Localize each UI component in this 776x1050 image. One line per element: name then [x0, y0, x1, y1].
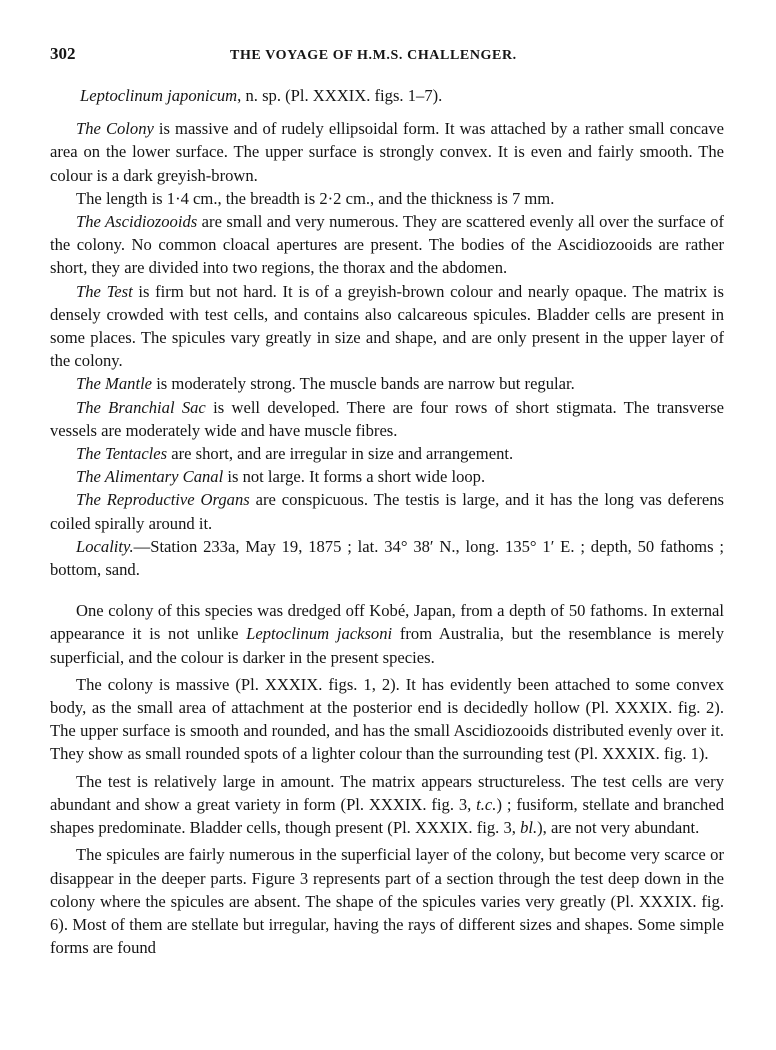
section-text: are small and very numerous. They are scattered evenly all over the surface of the colony. No common cloacal apertures are present. The bodies of the Ascidiozooids are rather short, they are divided into two regions, the thorax and the abdomen. [50, 212, 724, 278]
body-text [50, 599, 724, 959]
section-label: The Mantle [76, 374, 153, 394]
figure-label-italic: t.c. [476, 794, 497, 814]
species-description [50, 117, 724, 581]
section-label: Locality. [76, 536, 134, 556]
paragraph-2: The colony is massive (Pl. XXXIX. figs. 1, 2). It has evidently been attached to some convex body, as the small area of attachment at the posterior end is decidedly hollow (Pl. XXXIX. fig. 2). The upper surface is smooth and rounded, and has the small Ascidiozooids distributed evenly over it. They show as small rounded spots of a lighter colour than the surrounding test (Pl. XXXIX. fig. 1). [50, 674, 724, 764]
paragraph-text: The test is relatively large in amount. The matrix appears structureless. The test cells are very abundant and show a great variety in form (Pl. XXXIX. fig. 3, [50, 771, 724, 814]
section-text: is well developed. There are four rows of short stigmata. The transverse vessels are moderately wide and have muscle fibres. [50, 397, 724, 440]
description-reproductive-organs [50, 488, 724, 534]
species-reference-italic: Leptoclinum jacksoni [246, 624, 393, 644]
description-colony [50, 117, 724, 187]
description-dimensions [50, 187, 724, 210]
page-number: 302 [50, 44, 76, 63]
section-label: The Test [76, 281, 133, 301]
section-text: is not large. It forms a short wide loop. [223, 467, 486, 487]
description-locality [50, 535, 724, 581]
paragraph-3 [50, 770, 724, 840]
section-label: The Branchial Sac [76, 397, 206, 417]
paragraph-text: ) ; fusiform, stellate and branched shapes predominate. Bladder cells, though present (Pl. XXXIX. fig. 3, [50, 794, 724, 838]
section-label: The Colony [76, 119, 154, 139]
running-title: THE VOYAGE OF H.M.S. CHALLENGER. [230, 48, 517, 63]
section-label: The Ascidiozooids [76, 212, 198, 232]
description-mantle [50, 372, 724, 395]
description-ascidiozooids [50, 210, 724, 280]
species-heading [80, 84, 724, 107]
section-text: are short, and are irregular in size and arrangement. [167, 444, 514, 464]
section-text: —Station 233a, May 19, 1875 ; lat. 34° 38′ N., long. 135° 1′ E. ; depth, 50 fathoms ; bottom, sand. [50, 536, 724, 580]
running-header [50, 42, 724, 68]
species-name: Leptoclinum japonicum [80, 86, 238, 105]
description-branchial-sac [50, 396, 724, 442]
paragraph-4: The spicules are fairly numerous in the superficial layer of the colony, but become very scarce or disappear in the deeper parts. Figure 3 represents part of a section through the test deep down in the colony where the spicules are absent. The shape of the spicules varies very greatly (Pl. XXXIX. fig. 6). Most of them are stellate but irregular, having the rays of different sizes and shapes. Some simple forms are found [50, 845, 724, 958]
paragraph-text: ), are not very abundant. [537, 818, 700, 838]
section-text: is moderately strong. The muscle bands are narrow but regular. [152, 374, 575, 394]
section-text: is massive and of rudely ellipsoidal form. It was attached by a rather small concave area on the lower surface. The upper surface is strongly convex. It is even and fairly smooth. The colour is a dark greyish-brown. [50, 119, 724, 185]
paragraph-text: One colony of this species was dredged off Kobé, Japan, from a depth of 50 fathoms. In external appearance it is not unlike [50, 601, 724, 644]
description-alimentary-canal [50, 465, 724, 488]
description-test [50, 280, 724, 373]
section-label: The Tentacles [76, 444, 168, 464]
section-text: is firm but not hard. It is of a greyish-brown colour and nearly opaque. The matrix is densely crowded with test cells, and contains also calcareous spicules. Bladder cells are present in some places. The spicules vary greatly in size and shape, and are only present in the upper layer of the colony. [50, 281, 724, 371]
figure-label-italic: bl. [520, 818, 538, 838]
description-tentacles [50, 442, 724, 465]
section-label: The Alimentary Canal [76, 467, 224, 487]
section-label: The Reproductive Organs [76, 490, 250, 510]
paragraph-1 [50, 599, 724, 669]
section-text: are conspicuous. The testis is large, and it has the long vas deferens coiled spirally around it. [50, 490, 724, 533]
paragraph-text: from Australia, but the resemblance is merely superficial, and the colour is darker in the present species. [50, 624, 724, 667]
section-text: The length is 1·4 cm., the breadth is 2·2 cm., and the thickness is 7 mm. [76, 188, 555, 208]
species-reference: , n. sp. (Pl. XXXIX. figs. 1–7). [237, 86, 443, 105]
